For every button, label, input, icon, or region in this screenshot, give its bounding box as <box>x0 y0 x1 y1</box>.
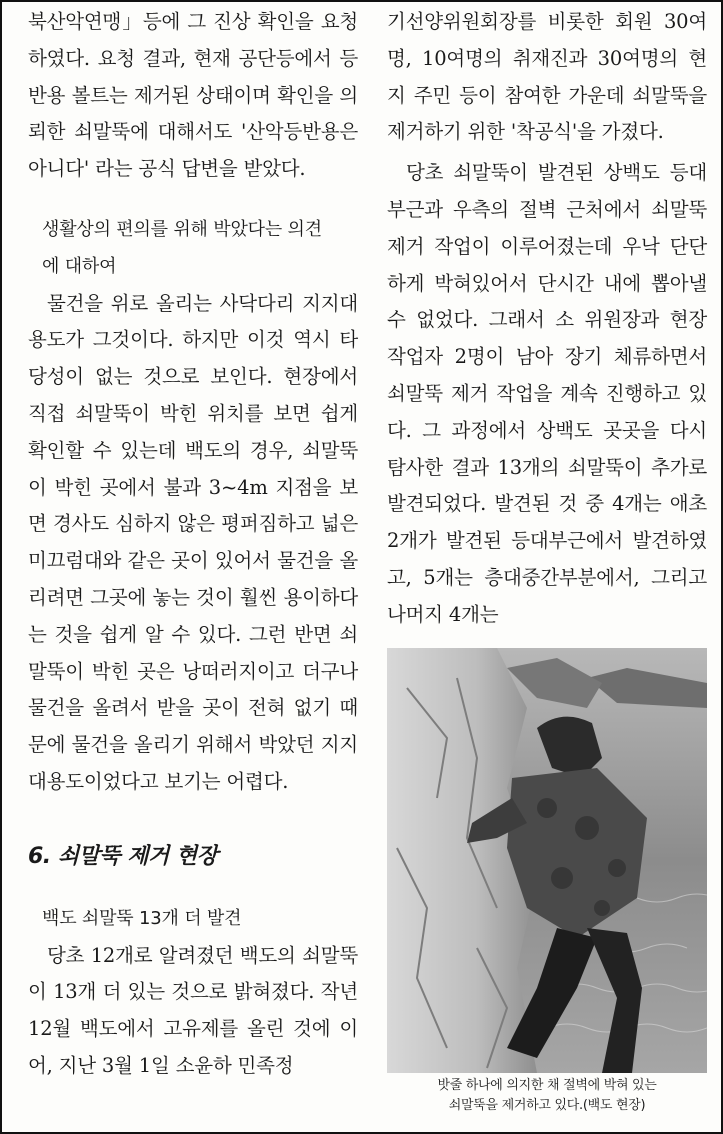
closing-paragraph: 당초 12개로 알려졌던 백도의 쇠말뚝이 13개 더 있는 것으로 밝혀졌다. 작년 12월 백도에서 고유제를 올린 것에 이어, 지난 3월 1일 소윤하 민족정 <box>28 943 358 1077</box>
sub-section-title: 백도 쇠말뚝 13개 더 발견 <box>42 907 242 929</box>
subheading-line-1: 생활상의 편의를 위해 박았다는 의견 <box>42 218 322 240</box>
section-title: 6. 쇠말뚝 제거 현장 <box>28 843 218 869</box>
caption-line-1: 밧줄 하나에 의지한 채 절벽에 박혀 있는 <box>437 1078 657 1093</box>
subheading-line-2: 에 대하여 <box>42 255 117 277</box>
caption-line-2: 쇠말뚝을 제거하고 있다.(백도 현장) <box>448 1098 646 1113</box>
photo-caption <box>387 1076 707 1116</box>
cliff-climber-photo <box>387 648 707 1073</box>
intro-paragraph: 북산악연맹」등에 그 진상 확인을 요청하였다. 요청 결과, 현재 공단등에서 등반용 볼트는 제거된 상태이며 확인을 의뢰한 쇠말뚝에 대해서도 '산악등반용은 아니다' 라는 공식 답변을 받았다. <box>28 10 358 181</box>
top-paragraph: 기선양위원회장를 비롯한 회원 30여명, 10여명의 취재진과 30여명의 현지 주민 등이 참여한 가운데 쇠말뚝을 제거하기 위한 '착공식'을 가졌다. <box>387 10 707 144</box>
photo-illustration <box>387 648 707 1073</box>
left-column <box>28 4 358 1085</box>
body-paragraph: 물건을 위로 올리는 사닥다리 지지대용도가 그것이다. 하지만 이것 역시 타당성이 없는 것으로 보인다. 현장에서 직접 쇠말뚝이 박힌 위치를 보면 쉽게 확인할 수 있는데 백도의 경우, 쇠말뚝이 박힌 곳에서 불과 3~4m 지점을 보면 경사도 심하지 않은 평퍼짐하고 넓은 미끄럼대와 같은 곳이 있어서 물건을 올리려면 그곳에 놓는 것이 훨씬 용이하다는 것을 쉽게 알 수 있다. 그런 반면 쇠말뚝이 박힌 곳은 낭떠러지이고 더구나 물건을 올려서 받을 곳이 전혀 없기 때문에 물건을 올리기 위해서 박았던 지지대용도이었다고 보기는 어렵다. <box>28 291 358 793</box>
right-column <box>387 4 707 634</box>
second-paragraph: 당초 쇠말뚝이 발견된 상백도 등대부근과 우측의 절벽 근처에서 쇠말뚝 제거 작업이 이루어졌는데 우낙 단단하게 박혀있어서 단시간 내에 뽑아낼 수 없었다. 그래서 소 위원장과 현장 작업자 2명이 남아 장기 체류하면서 쇠말뚝 제거 작업을 계속 진행하고 있다. 그 과정에서 상백도 곳곳을 다시 탐사한 결과 13개의 쇠말뚝이 추가로 발견되었다. 발견된 것 중 4개는 애초 2개가 발견된 등대부근에서 발견하였고, 5개는 층대중간부분에서, 그리고 나머지 4개는 <box>387 161 707 626</box>
